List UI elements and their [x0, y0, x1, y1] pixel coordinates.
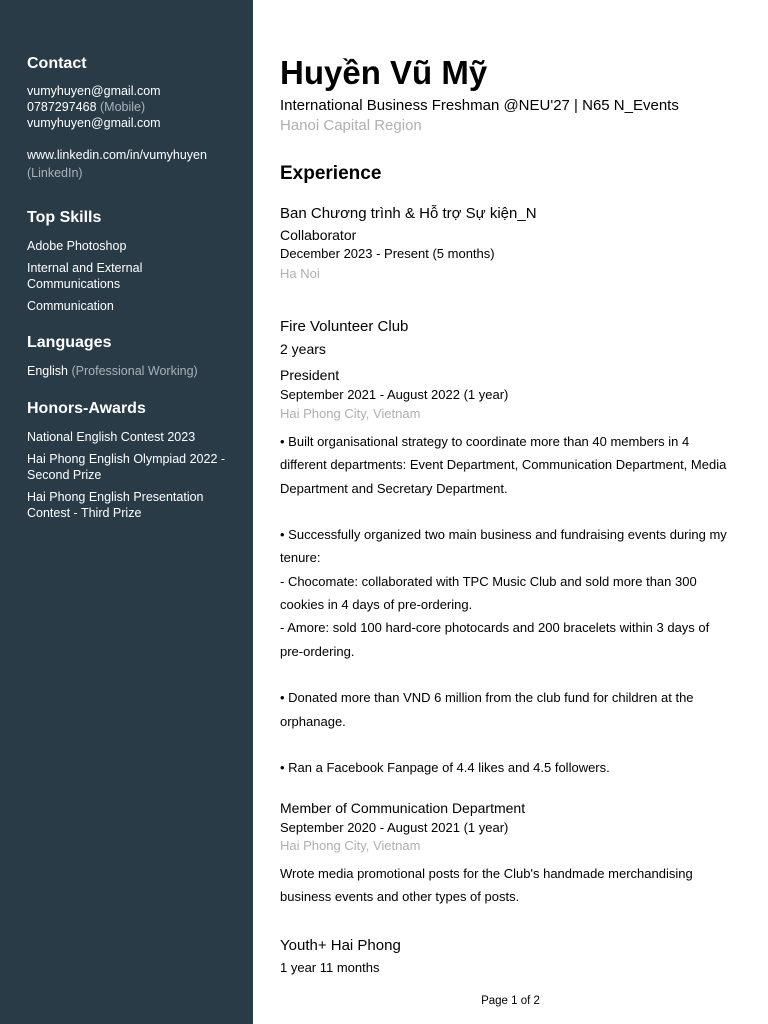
job-description [280, 430, 740, 779]
description-line: cookies in 4 days of pre-ordering. [280, 597, 473, 613]
profile-name: Huyền Vũ Mỹ [280, 54, 488, 91]
job-dates: December 2023 - Present (5 months) [280, 246, 495, 261]
honors-section [27, 400, 237, 521]
language-level: (Professional Working) [71, 364, 198, 378]
job-location: Ha Noi [280, 266, 320, 281]
description-spacer [280, 663, 740, 686]
languages-heading: Languages [27, 334, 112, 351]
phone-label: (Mobile) [100, 100, 146, 114]
description-line: • Ran a Facebook Fanpage of 4.4 likes and 4.5 followers. [280, 760, 610, 776]
skill-item: Internal and External Communications [27, 261, 143, 291]
description-line: tenure: [280, 550, 321, 566]
description-line: orphanage. [280, 713, 346, 729]
profile-headline: International Business Freshman @NEU'27 | N65 N_Events [280, 97, 679, 114]
job-location: Hai Phong City, Vietnam [280, 838, 421, 853]
description-line: Wrote media promotional posts for the Club's handmade merchandising [280, 866, 693, 881]
description-line: pre-ordering. [280, 643, 355, 659]
description-line: • Built organisational strategy to coordinate more than 40 members in 4 [280, 434, 690, 449]
profile-location: Hanoi Capital Region [280, 117, 422, 134]
linkedin-label: (LinkedIn) [27, 166, 83, 180]
job-role: Member of Communication Department [280, 800, 526, 816]
contact-heading: Contact [27, 55, 87, 72]
job-role: President [280, 367, 340, 383]
description-line: • Successfully organized two main business and fundraising events during my [280, 527, 727, 543]
description-spacer [280, 733, 740, 756]
phone[interactable] [27, 99, 237, 115]
job-dates: September 2020 - August 2021 (1 year) [280, 820, 509, 835]
page-number: Page 1 of 2 [481, 995, 540, 1007]
phone-number: 0787297468 [27, 100, 97, 114]
description-line: - Chocomate: collaborated with TPC Music Club and sold more than 300 [280, 573, 697, 589]
linkedin-link[interactable]: www.linkedin.com/in/vumyhuyen [27, 148, 207, 162]
skill-item: Communication [27, 299, 114, 313]
description-line: - Amore: sold 100 hard-core photocards and 200 bracelets within 3 days of [280, 620, 710, 636]
contact-section [27, 55, 237, 181]
description-line: different departments: Event Department, Communication Department, Media [280, 457, 727, 473]
skills-section [27, 209, 237, 314]
description-line: Department and Secretary Department. [280, 480, 508, 496]
description-line: • Donated more than VND 6 million from the club fund for children at the [280, 690, 694, 706]
languages-section [27, 334, 237, 379]
skill-item: Adobe Photoshop [27, 239, 127, 253]
skills-heading: Top Skills [27, 209, 102, 226]
experience-heading: Experience [280, 163, 382, 184]
job-role: Collaborator [280, 227, 357, 243]
honor-item: National English Contest 2023 [27, 430, 196, 444]
honor-item: Hai Phong English Olympiad 2022 - Second Prize [27, 452, 226, 482]
company-duration: 1 year 11 months [280, 960, 380, 975]
description-line: business events and other types of posts. [280, 889, 520, 905]
company-name: Fire Volunteer Club [280, 318, 409, 335]
email-secondary[interactable]: vumyhuyen@gmail.com [27, 116, 161, 130]
job-dates: September 2021 - August 2022 (1 year) [280, 387, 509, 402]
job-description [280, 862, 740, 909]
company-name: Youth+ Hai Phong [280, 937, 401, 954]
sidebar [0, 0, 253, 1024]
honors-heading: Honors-Awards [27, 400, 146, 417]
company-duration: 2 years [280, 341, 326, 357]
job-location: Hai Phong City, Vietnam [280, 406, 421, 421]
description-spacer [280, 500, 740, 523]
language-item [27, 363, 237, 379]
company-name: Ban Chương trình & Hỗ trợ Sự kiện_N [280, 205, 537, 222]
honor-item: Hai Phong English Presentation Contest - Third Prize [27, 490, 204, 520]
email[interactable]: vumyhuyen@gmail.com [27, 84, 161, 98]
language-name: English [27, 364, 68, 378]
